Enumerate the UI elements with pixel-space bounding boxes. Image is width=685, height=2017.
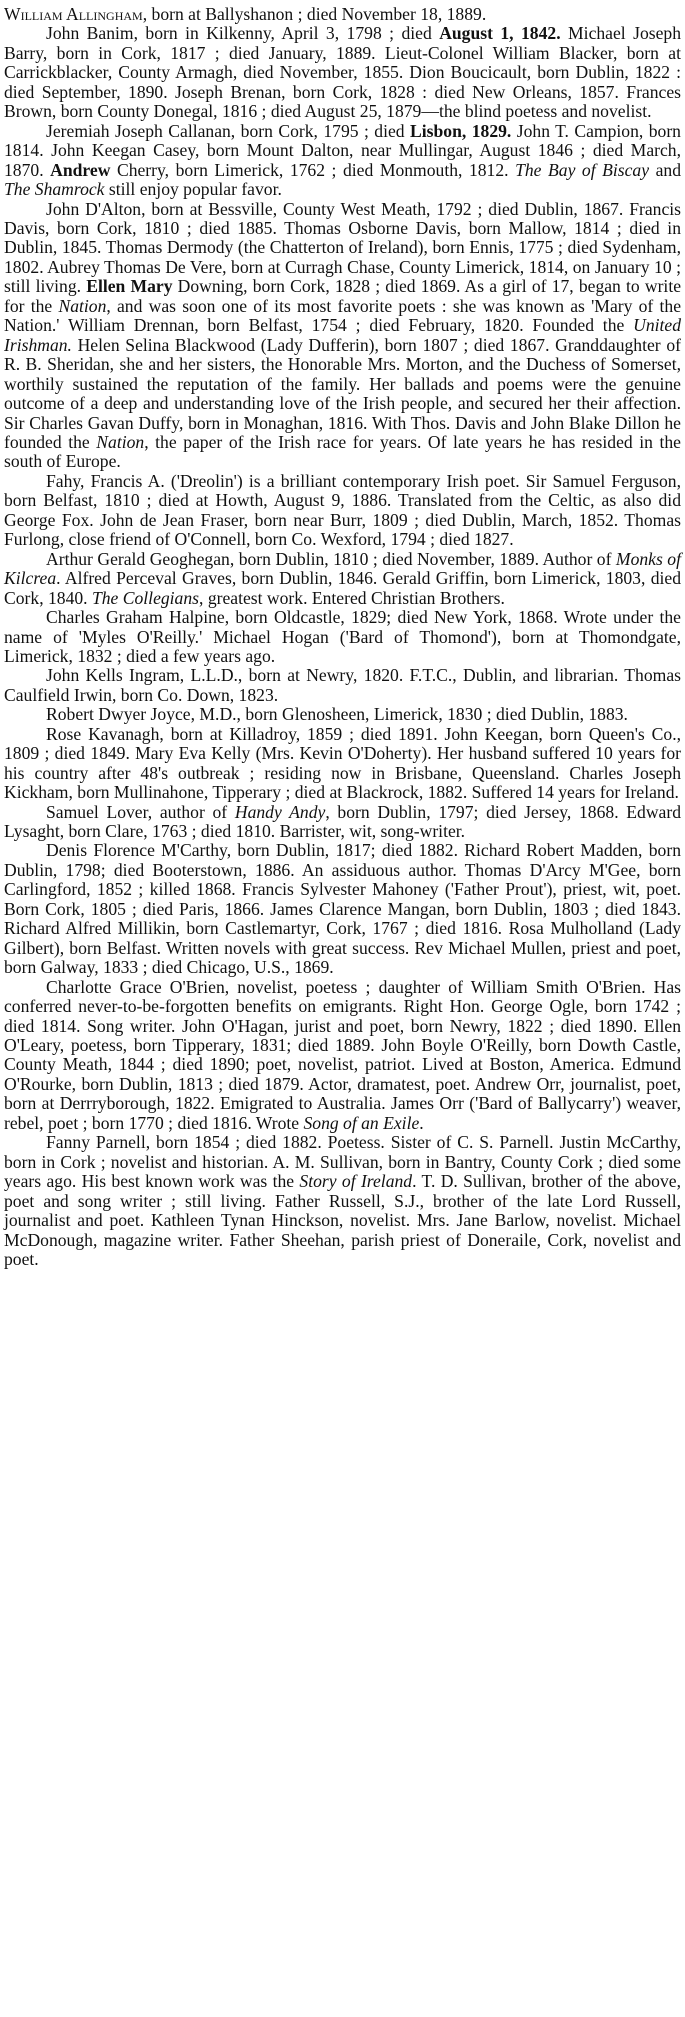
paragraph-obrien — [4, 978, 681, 1134]
text-run: Cherry, born Limerick, 1762 ; died Monmouth, 1812. — [110, 159, 516, 180]
text-run: Michael Joseph Barry, born in Cork, 1817 ; died January, 1889. Lieut-Colonel William Blacker, born at Carrickblacker, County Armagh, died November, 1855. Dion Boucicault, born Dublin, 1822 : died September, 1890. Joseph Brenan, born Cork, 1828 : died New Orleans, 1857. Frances Brown, born County Donegal, 1816 ; died August 25, 1879—the blind poetess and novelist. — [4, 23, 681, 122]
text-run: Fahy, Francis A. ('Dreolin') is a brilliant contemporary Irish poet. Sir Samuel Ferguson, born Belfast, 1810 ; died at Howth, August 9, 1886. Translated from the Celtic, as also did George Fox. John de Jean Fraser, born near Burr, 1809 ; died Dublin, March, 1852. Thomas Furlong, close friend of O'Connell, born Co. Wexford, 1794 ; died 1827. — [4, 470, 681, 550]
text-run: The Collegians — [91, 587, 200, 608]
text-run: Ellen Mary — [86, 276, 173, 297]
text-run: August 1, 1842. — [439, 23, 561, 44]
text-run: John T. Campion, born 1814. John Keegan Casey, born Mount Dalton, near Mullingar, August 1846 ; died March, 1870. — [4, 120, 681, 180]
paragraph-ingram — [4, 666, 681, 705]
text-run: Story of Ireland — [299, 1171, 413, 1192]
paragraph-fahy — [4, 472, 681, 550]
text-run: and — [649, 159, 681, 180]
text-run: William Allingham — [4, 4, 143, 24]
paragraph-parnell — [4, 1133, 681, 1269]
text-run: Helen Selina Blackwood (Lady Dufferin), born 1807 ; died 1867. Granddaughter of R. B. Sheridan, she and her sisters, the Honorable Mrs. Morton, and the Duchess of Somerset, worthily sustained the reputation of the family. Her ballads and poems were the genuine outcome of a deep and understanding love of the Irish people, and secured her their affection. Sir Charles Gavan Duffy, born in Monaghan, 1816. With Thos. Davis and John Blake Dillon he founded the — [4, 334, 681, 452]
text-run: United Irishman. — [4, 315, 681, 355]
text-run: still enjoy popular favor. — [104, 179, 282, 200]
paragraph-geoghegan — [4, 550, 681, 608]
paragraph-joyce — [4, 705, 681, 724]
text-run: John Kells Ingram, L.L.D., born at Newry, 1820. F.T.C., Dublin, and librarian. Thomas Caulfield Irwin, born Co. Down, 1823. — [4, 665, 681, 705]
text-run: Downing, born Cork, 1828 ; died 1869. As a girl of 17, began to write for the — [4, 276, 682, 316]
text-run: Nation — [58, 295, 107, 316]
text-run: Rose Kavanagh, born at Killadroy, 1859 ; died 1891. John Keegan, born Queen's Co., 1809 ; died 1849. Mary Eva Kelly (Mrs. Kevin O'Doherty). Her husband suffered 10 years for his country after 48's outbreak ; residing now in Brisbane, Queensland. Charles Joseph Kickham, born Mullinahone, Tipperary ; died at Blackrock, 1882. Suffered 14 years for Ireland. — [4, 723, 681, 803]
text-run: Jeremiah Joseph Callanan, born Cork, 1795 ; died — [46, 120, 411, 141]
text-run: Arthur Gerald Geoghegan, born Dublin, 1810 ; died November, 1889. Author of — [46, 548, 616, 569]
text-run: The Bay of Biscay — [515, 159, 650, 180]
paragraph-callanan — [4, 122, 681, 200]
paragraph-halpine — [4, 608, 681, 666]
text-run: Monks of Kilcrea — [4, 548, 681, 589]
paragraph-kavanagh — [4, 725, 681, 803]
text-run: Song of an Exile — [303, 1112, 420, 1133]
paragraph-allingham — [4, 5, 681, 24]
text-run: , and was soon one of its most favorite poets : she was known as 'Mary of the Nation.' William Drennan, born Belfast, 1754 ; died February, 1820. Founded the — [4, 295, 682, 336]
text-run: . — [419, 1112, 424, 1133]
text-run: The Shamrock — [4, 179, 105, 200]
text-run: Andrew — [50, 159, 111, 180]
text-run: , greatest work. Entered Christian Brothers. — [199, 587, 505, 608]
paragraph-mccarthy — [4, 841, 681, 977]
paragraph-banim — [4, 24, 681, 121]
text-run: John D'Alton, born at Bessville, County West Meath, 1792 ; died Dublin, 1867. Francis Davis, born Cork, 1810 ; died 1885. Thomas Osborne Davis, born Mallow, 1814 ; died in Dublin, 1845. Thomas Dermody (the Chatterton of Ireland), born Ennis, 1775 ; died Sydenham, 1802. Aubrey Thomas De Vere, born at Curragh Chase, County Limerick, 1814, on January 10 ; still living. — [4, 198, 681, 297]
text-run: Nation — [96, 431, 145, 452]
paragraph-lover — [4, 803, 681, 842]
text-run: Denis Florence M'Carthy, born Dublin, 1817; died 1882. Richard Robert Madden, born Dublin, 1798; died Booterstown, 1886. An assiduous author. Thomas D'Arcy M'Gee, born Carlingford, 1852 ; killed 1868. Francis Sylvester Mahoney ('Father Prout'), priest, wit, poet. Born Cork, 1805 ; died Paris, 1866. James Clarence Mangan, born Dublin, 1803 ; died 1843. Richard Alfred Millikin, born Castlemartyr, Cork, 1767 ; died 1816. Rosa Mulholland (Lady Gilbert), born Belfast. Written novels with great success. Rev Michael Mullen, priest and poet, born Galway, 1833 ; died Chicago, U.S., 1869. — [4, 840, 681, 978]
text-run: Charles Graham Halpine, born Oldcastle, 1829; died New York, 1868. Wrote under the name of 'Myles O'Reilly.' Michael Hogan ('Bard of Thomond'), born at Thomondgate, Limerick, 1832 ; died a few years ago. — [4, 607, 681, 666]
text-run: Fanny Parnell, born 1854 ; died 1882. Poetess. Sister of C. S. Parnell. Justin McCarthy, born in Cork ; novelist and historian. A. M. Sullivan, born in Bantry, County Cork ; died some years ago. His best known work was the — [4, 1132, 681, 1192]
text-run: Samuel Lover, author of — [46, 801, 235, 822]
text-run: Robert Dwyer Joyce, M.D., born Glenosheen, Limerick, 1830 ; died Dublin, 1883. — [46, 704, 628, 725]
text-run: , the paper of the Irish race for years. Of late years he has resided in the south of Europe. — [4, 431, 681, 472]
paragraph-dalton — [4, 200, 681, 472]
text-run: . Alfred Perceval Graves, born Dublin, 1846. Gerald Griffin, born Limerick, 1803, died Cork, 1840. — [4, 568, 681, 608]
text-run: Charlotte Grace O'Brien, novelist, poetess ; daughter of William Smith O'Brien. Has conferred never-to-be-forgotten benefits on emigrants. Right Hon. George Ogle, born 1742 ; died 1814. Song writer. John O'Hagan, jurist and poet, born Newry, 1822 ; died 1890. Ellen O'Leary, poetess, born Tipperary, 1831; died 1889. John Boyle O'Reilly, born Dowth Castle, County Meath, 1844 ; died 1890; poet, novelist, patriot. Lived at Boston, America. Edmund O'Rourke, born Dublin, 1813 ; died 1879. Actor, dramatest, poet. Andrew Orr, journalist, poet, born at Derrryborough, 1822. Emigrated to Australia. James Orr ('Bard of Ballycarry') weaver, rebel, poet ; born 1770 ; died 1816. Wrote — [4, 976, 681, 1133]
text-run: Handy Andy — [234, 801, 326, 822]
text-run: . T. D. Sullivan, brother of the above, poet and song writer ; still living. Father Russell, S.J., brother of the late Lord Russell, journalist and poet. Kathleen Tynan Hinckson, novelist. Mrs. Jane Barlow, novelist. Michael McDonough, magazine writer. Father Sheehan, parish priest of Doneraile, Cork, novelist and poet. — [4, 1171, 681, 1269]
text-run: Lisbon, 1829. — [410, 120, 512, 141]
text-run: , born Dublin, 1797; died Jersey, 1868. Edward Lysaght, born Clare, 1763 ; died 1810. Barrister, wit, song-writer. — [4, 801, 681, 842]
text-run: , born at Ballyshanon ; died November 18, 1889. — [142, 4, 487, 24]
text-run: John Banim, born in Kilkenny, April 3, 1798 ; died — [46, 23, 440, 44]
